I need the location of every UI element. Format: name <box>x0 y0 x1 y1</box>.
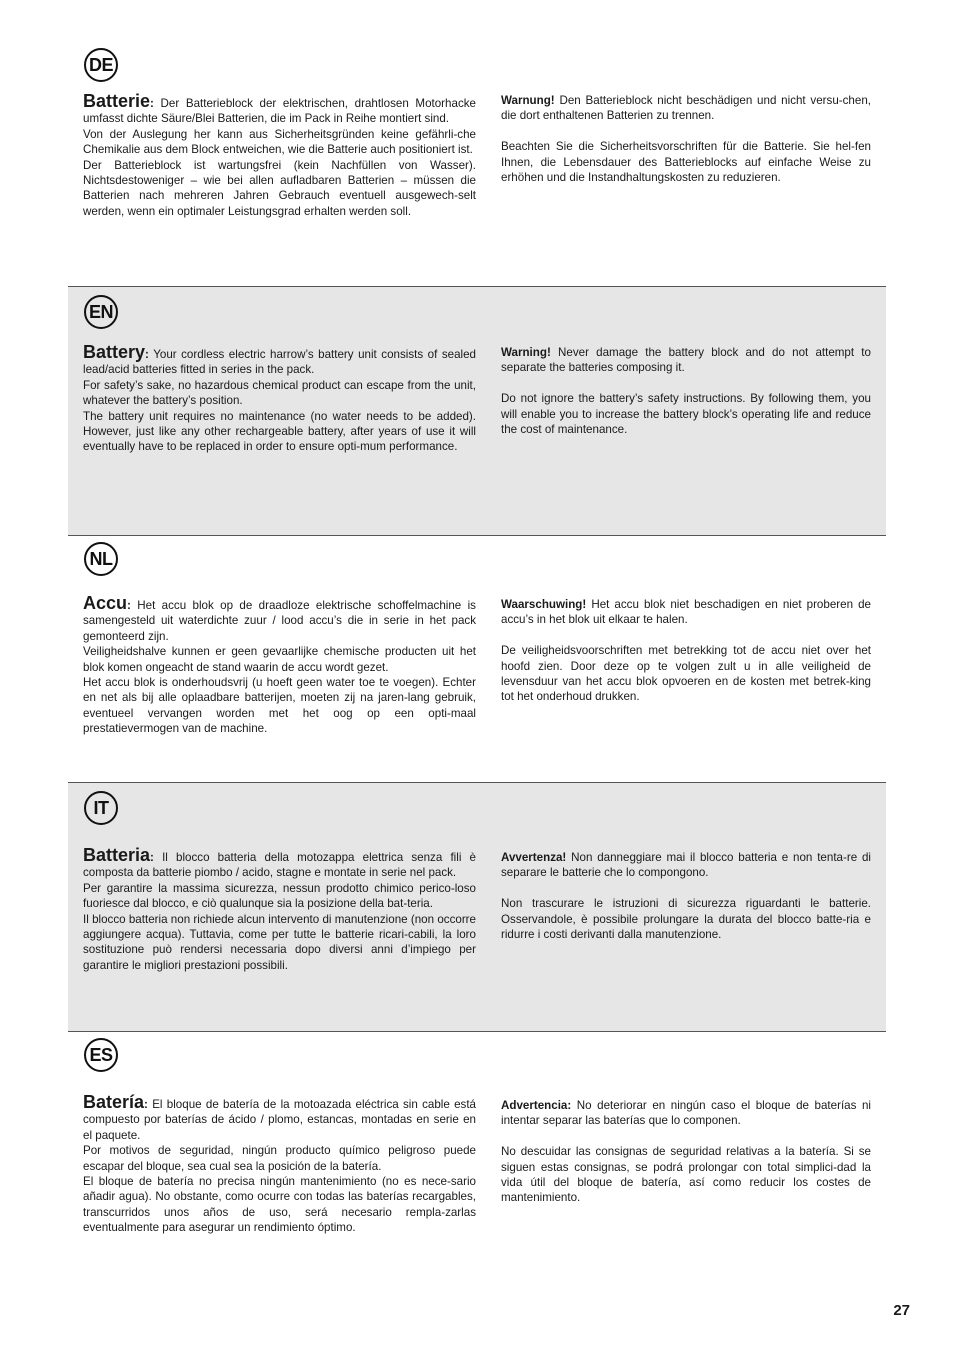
battery-intro <box>83 342 476 378</box>
battery-warnings <box>501 93 871 185</box>
section-de <box>68 40 886 286</box>
safety-advice-paragraph: Do not ignore the battery’s safety instructions. By following them, you will enable you to increase the battery block’s operating life and reduce the cost of maintenance. <box>501 392 871 437</box>
battery-maintenance-paragraph: The battery unit requires no maintenance (no water needs to be added). However, just like any other rechargeable battery, after years of use it will eventually have to be replaced in order to ensure opti-mum performance. <box>83 409 476 454</box>
battery-intro-text: Der Batterieblock der elektrischen, drahtlosen Motorhacke umfasst dichte Säure/Blei Batterien, die im Pack in Reihe montiert sind. <box>83 97 476 126</box>
battery-intro-text: Your cordless electric harrow’s battery unit consists of sealed lead/acid batteries fitted in series in the pack. <box>83 348 476 377</box>
battery-maintenance-paragraph: Der Batterieblock ist wartungsfrei (kein Nachfüllen von Wasser). Nichtsdestoweniger – wie bei allen aufladbaren Batterien – müssen die Batterien nach mehreren Jahren Gebrauch eventuell ausgewech-selt werden, wenn ein optimaler Leistungsgrad erhalten werden soll. <box>83 158 476 218</box>
heading-colon: : <box>150 851 154 864</box>
page-number: 27 <box>893 1302 910 1319</box>
battery-maintenance-paragraph: El bloque de batería no precisa ningún mantenimiento (no es nece-sario añadir agua). No obstante, como ocurre con todas las baterías recargables, transcurridos unos años de uso, será necesario rempla-zarlas eventualmente para asegurar un rendimiento óptimo. <box>83 1175 476 1235</box>
section-heading: Battery <box>83 342 146 362</box>
section-heading: Batteria <box>83 845 151 865</box>
section-heading: Accu <box>83 593 128 613</box>
warning-text: Non danneggiare mai il blocco batteria e non tenta-re di separare le batterie che lo compongono. <box>501 851 871 880</box>
battery-intro-text: El bloque de batería de la motoazada eléctrica sin cable está compuesto por baterías de ácido / plomo, estancas, montadas en serie en el paquete. <box>83 1098 476 1142</box>
safety-advice-paragraph: Beachten Sie die Sicherheitsvorschriften für die Batterie. Sie hel-fen Ihnen, die Lebensdauer des Batterieblocks auf einfache Weise zu erhöhen und die Instandhaltungskosten zu reduzieren. <box>501 140 871 185</box>
battery-intro <box>83 845 476 881</box>
safety-advice-paragraph: Non trascurare le istruzioni di sicurezza riguardanti le batterie. Osservandole, è possibile prolungare la durata del blocco batte-ria e ridurre i costi derivanti dalla manutenzione. <box>501 897 871 942</box>
battery-maintenance-paragraph: Il blocco batteria non richiede alcun intervento di manutenzione (non occorre aggiungere acqua). Tuttavia, come per tutte le batterie ricari-cabili, la loro sostituzione può rendersi necessaria dopo diversi anni d’impiego per garantire le migliori prestazioni possibili. <box>83 912 476 972</box>
section-heading: Batería <box>83 1092 145 1112</box>
warning-paragraph <box>501 1098 871 1129</box>
safety-advice-paragraph: No descuidar las consignas de seguridad relativas a la batería. Si se siguen estas consignas, se podrá prolongar con total simplici-dad la vida útil del bloque de batería, así como reducir los costes de mantenimiento. <box>501 1145 871 1205</box>
battery-warnings <box>501 1098 871 1206</box>
warning-text: No deteriorar en ningún caso el bloque de baterías ni intentar separar las baterías que lo componen. <box>501 1099 871 1128</box>
warning-label: Advertencia: <box>501 1099 572 1112</box>
battery-safety-paragraph: Por motivos de seguridad, ningún producto químico peligroso puede escapar del bloque, sea cual sea la posición de la batería. <box>83 1144 476 1173</box>
warning-text: Never damage the battery block and do not attempt to separate the batteries composing it. <box>501 346 871 375</box>
battery-intro <box>83 91 476 127</box>
language-badge-nl: NL <box>84 542 118 576</box>
section-es <box>68 1030 886 1260</box>
language-badge-it: IT <box>84 791 118 825</box>
language-badge-de: DE <box>84 48 118 82</box>
section-heading: Batterie <box>83 91 151 111</box>
section-nl <box>68 534 886 782</box>
battery-warnings <box>501 345 871 437</box>
battery-description <box>83 1092 476 1236</box>
warning-paragraph <box>501 93 871 124</box>
heading-colon: : <box>150 97 154 110</box>
section-it <box>68 782 886 1032</box>
section-en <box>68 286 886 536</box>
battery-intro <box>83 593 476 644</box>
warning-label: Waarschuwing! <box>501 598 587 611</box>
warning-paragraph <box>501 345 871 376</box>
battery-safety-paragraph: Per garantire la massima sicurezza, nessun prodotto chimico perico-loso fuoriesce dal blocco, e ciò qualunque sia la posizione della bat-teria. <box>83 881 476 911</box>
warning-label: Warnung! <box>501 94 555 107</box>
heading-colon: : <box>145 348 149 361</box>
heading-colon: : <box>144 1098 148 1111</box>
battery-warnings <box>501 597 871 705</box>
battery-warnings <box>501 850 871 942</box>
heading-colon: : <box>127 599 131 612</box>
battery-intro <box>83 1092 476 1143</box>
battery-description <box>83 91 476 219</box>
language-badge-es: ES <box>84 1038 118 1072</box>
battery-safety-paragraph: For safety’s sake, no hazardous chemical product can escape from the unit, whatever the battery’s position. <box>83 378 476 408</box>
language-badge-en: EN <box>84 295 118 329</box>
battery-description <box>83 342 476 455</box>
battery-maintenance-paragraph: Het accu blok is onderhoudsvrij (u hoeft geen water toe te voegen). Echter en net als bij alle oplaadbare batterijen, moeten zij na jaren-lang gebruik, eventueel vervangen worden met het oog op een opti-maal prestatievermogen van de machine. <box>83 676 476 736</box>
warning-label: Warning! <box>501 346 551 359</box>
battery-safety-paragraph: Von der Auslegung her kann aus Sicherheitsgründen keine gefährli-che Chemikalie aus dem Block entweichen, wie die Batterie auch positioniert ist. <box>83 127 476 157</box>
warning-paragraph <box>501 597 871 628</box>
warning-text: Het accu blok niet beschadigen en niet proberen de accu’s in het blok uit elkaar te halen. <box>501 598 871 627</box>
battery-intro-text: Il blocco batteria della motozappa elettrica senza fili è composta da batterie piombo / acido, stagne e montate in serie nel pack. <box>83 851 476 880</box>
battery-intro-text: Het accu blok op de draadloze elektrische schoffelmachine is samengesteld uit waterdichte zuur / lood accu’s die in serie in het pack gemonteerd zijn. <box>83 599 476 643</box>
safety-advice-paragraph: De veiligheidsvoorschriften met betrekking tot de accu niet over het hoofd zien. Door deze op te volgen zult u in alle veiligheid de levensduur van het accu blok opvoeren en de kosten met betrek-king tot het onderhoud drukken. <box>501 644 871 704</box>
battery-safety-paragraph: Veiligheidshalve kunnen er geen gevaarlijke chemische producten uit het blok komen ongeacht de stand waarin de accu wordt gezet. <box>83 645 476 674</box>
warning-text: Den Batterieblock nicht beschädigen und nicht versu-chen, die dort enthaltenen Batterien zu trennen. <box>501 94 871 123</box>
battery-description <box>83 593 476 737</box>
battery-description <box>83 845 476 973</box>
warning-paragraph <box>501 850 871 881</box>
warning-label: Avvertenza! <box>501 851 567 864</box>
